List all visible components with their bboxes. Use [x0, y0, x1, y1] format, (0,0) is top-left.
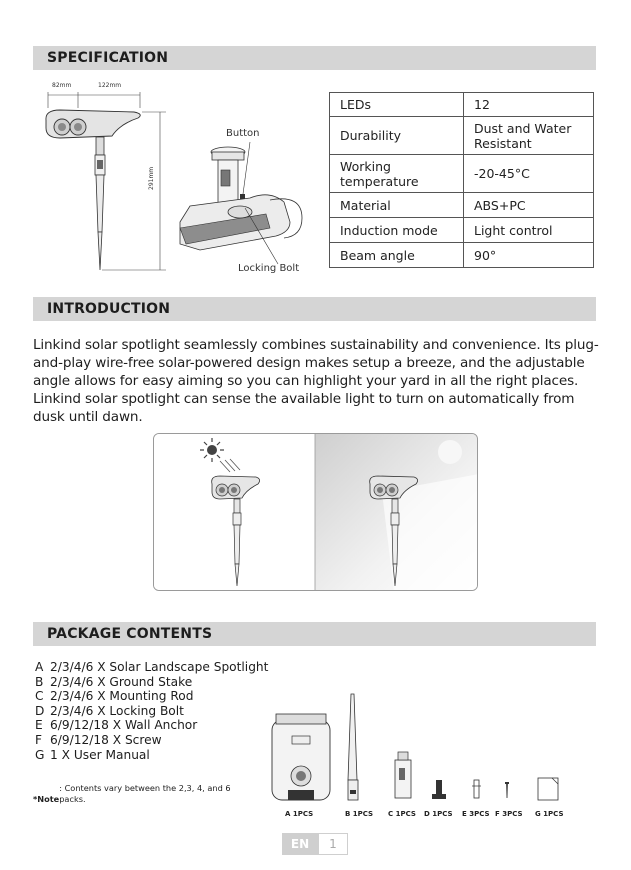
list-item	[35, 660, 268, 675]
package-contents-heading: PACKAGE CONTENTS	[33, 622, 596, 646]
pcs-label-b: B 1PCS	[345, 810, 374, 818]
item-text: 6/9/12/18 X Wall Anchor	[50, 718, 198, 733]
list-item	[35, 704, 268, 719]
item-text: 1 X User Manual	[50, 747, 150, 762]
language-badge: EN	[282, 833, 318, 855]
pcs-label-e: E 3PCS	[462, 810, 490, 818]
pcs-label-c: C 1PCS	[388, 810, 416, 818]
pcs-label-f: F 3PCS	[495, 810, 523, 818]
item-text: 2/3/4/6 X Locking Bolt	[50, 703, 184, 718]
spec-value: Light control	[464, 218, 594, 243]
spec-row	[330, 193, 594, 218]
pcs-label-g: G 1PCS	[535, 810, 564, 818]
spec-key: LEDs	[330, 93, 464, 117]
item-text: 2/3/4/6 X Solar Landscape Spotlight	[50, 660, 269, 674]
spec-key: Working temperature	[330, 155, 464, 193]
locking-bolt-callout: Locking Bolt	[238, 263, 300, 274]
spec-value: ABS+PC	[464, 193, 594, 218]
dimension-width-front: 82mm	[52, 82, 72, 89]
item-letter: D	[35, 703, 45, 718]
spotlight-part-icon	[272, 714, 330, 800]
ground-stake-icon	[348, 694, 358, 800]
package-items-drawing	[262, 690, 582, 805]
item-letter: G	[35, 747, 45, 762]
wall-anchor-icon	[472, 780, 481, 798]
button-callout: Button	[226, 128, 260, 139]
spec-row	[330, 218, 594, 243]
item-letter: F	[35, 732, 43, 747]
spec-row	[330, 243, 594, 268]
spec-value: 12	[464, 93, 594, 117]
list-item	[35, 689, 268, 704]
spec-row	[330, 93, 594, 117]
item-letter: E	[35, 718, 43, 733]
specification-heading: SPECIFICATION	[33, 46, 596, 70]
spec-value: 90°	[464, 243, 594, 268]
introduction-heading: INTRODUCTION	[33, 297, 596, 321]
page-number: 1	[318, 833, 348, 855]
spotlight-drawing	[40, 82, 330, 277]
pcs-label-a: A 1PCS	[285, 810, 314, 818]
specification-table	[329, 92, 594, 268]
package-note	[33, 783, 259, 805]
item-text: 2/3/4/6 X Ground Stake	[50, 674, 193, 689]
list-item	[35, 748, 268, 763]
spec-value: -20-45°C	[464, 155, 594, 193]
mounting-rod-icon	[395, 752, 411, 798]
moon-icon	[438, 440, 462, 464]
spec-row	[330, 155, 594, 193]
item-text: 2/3/4/6 X Mounting Rod	[50, 689, 194, 704]
product-dimension-diagram	[40, 82, 330, 277]
list-item	[35, 733, 268, 748]
package-contents-list	[35, 660, 268, 762]
user-manual-icon	[538, 778, 558, 800]
introduction-text: Linkind solar spotlight seamlessly combines sustainability and convenience. Its plug-and-play wire-free solar-powered design makes setup a breeze, and the adjustable angle allows for easy aiming so you can highlight your yard in all the right places. Linkind solar spotlight can sense the available light to turn on automatically from dusk until dawn.	[33, 337, 599, 425]
item-text: 6/9/12/18 X Screw	[50, 732, 162, 747]
spec-key: Material	[330, 193, 464, 218]
item-letter: A	[35, 660, 44, 674]
day-night-drawing	[154, 434, 478, 591]
spec-key: Induction mode	[330, 218, 464, 243]
note-label: *Note	[33, 794, 60, 804]
item-letter: B	[35, 674, 44, 689]
spec-row	[330, 117, 594, 155]
list-item	[35, 718, 268, 733]
screw-icon	[505, 782, 509, 798]
spec-key: Durability	[330, 117, 464, 155]
dimension-width-side: 122mm	[98, 82, 122, 89]
note-text: : Contents vary between the 2,3, 4, and 6 packs.	[59, 783, 231, 804]
spec-value: Dust and Water Resistant	[464, 117, 594, 155]
spec-key: Beam angle	[330, 243, 464, 268]
list-item	[35, 675, 268, 690]
day-night-illustration	[153, 433, 478, 591]
locking-bolt-icon	[432, 780, 446, 799]
item-letter: C	[35, 689, 44, 704]
pcs-label-d: D 1PCS	[424, 810, 453, 818]
dimension-height: 291mm	[148, 166, 155, 190]
